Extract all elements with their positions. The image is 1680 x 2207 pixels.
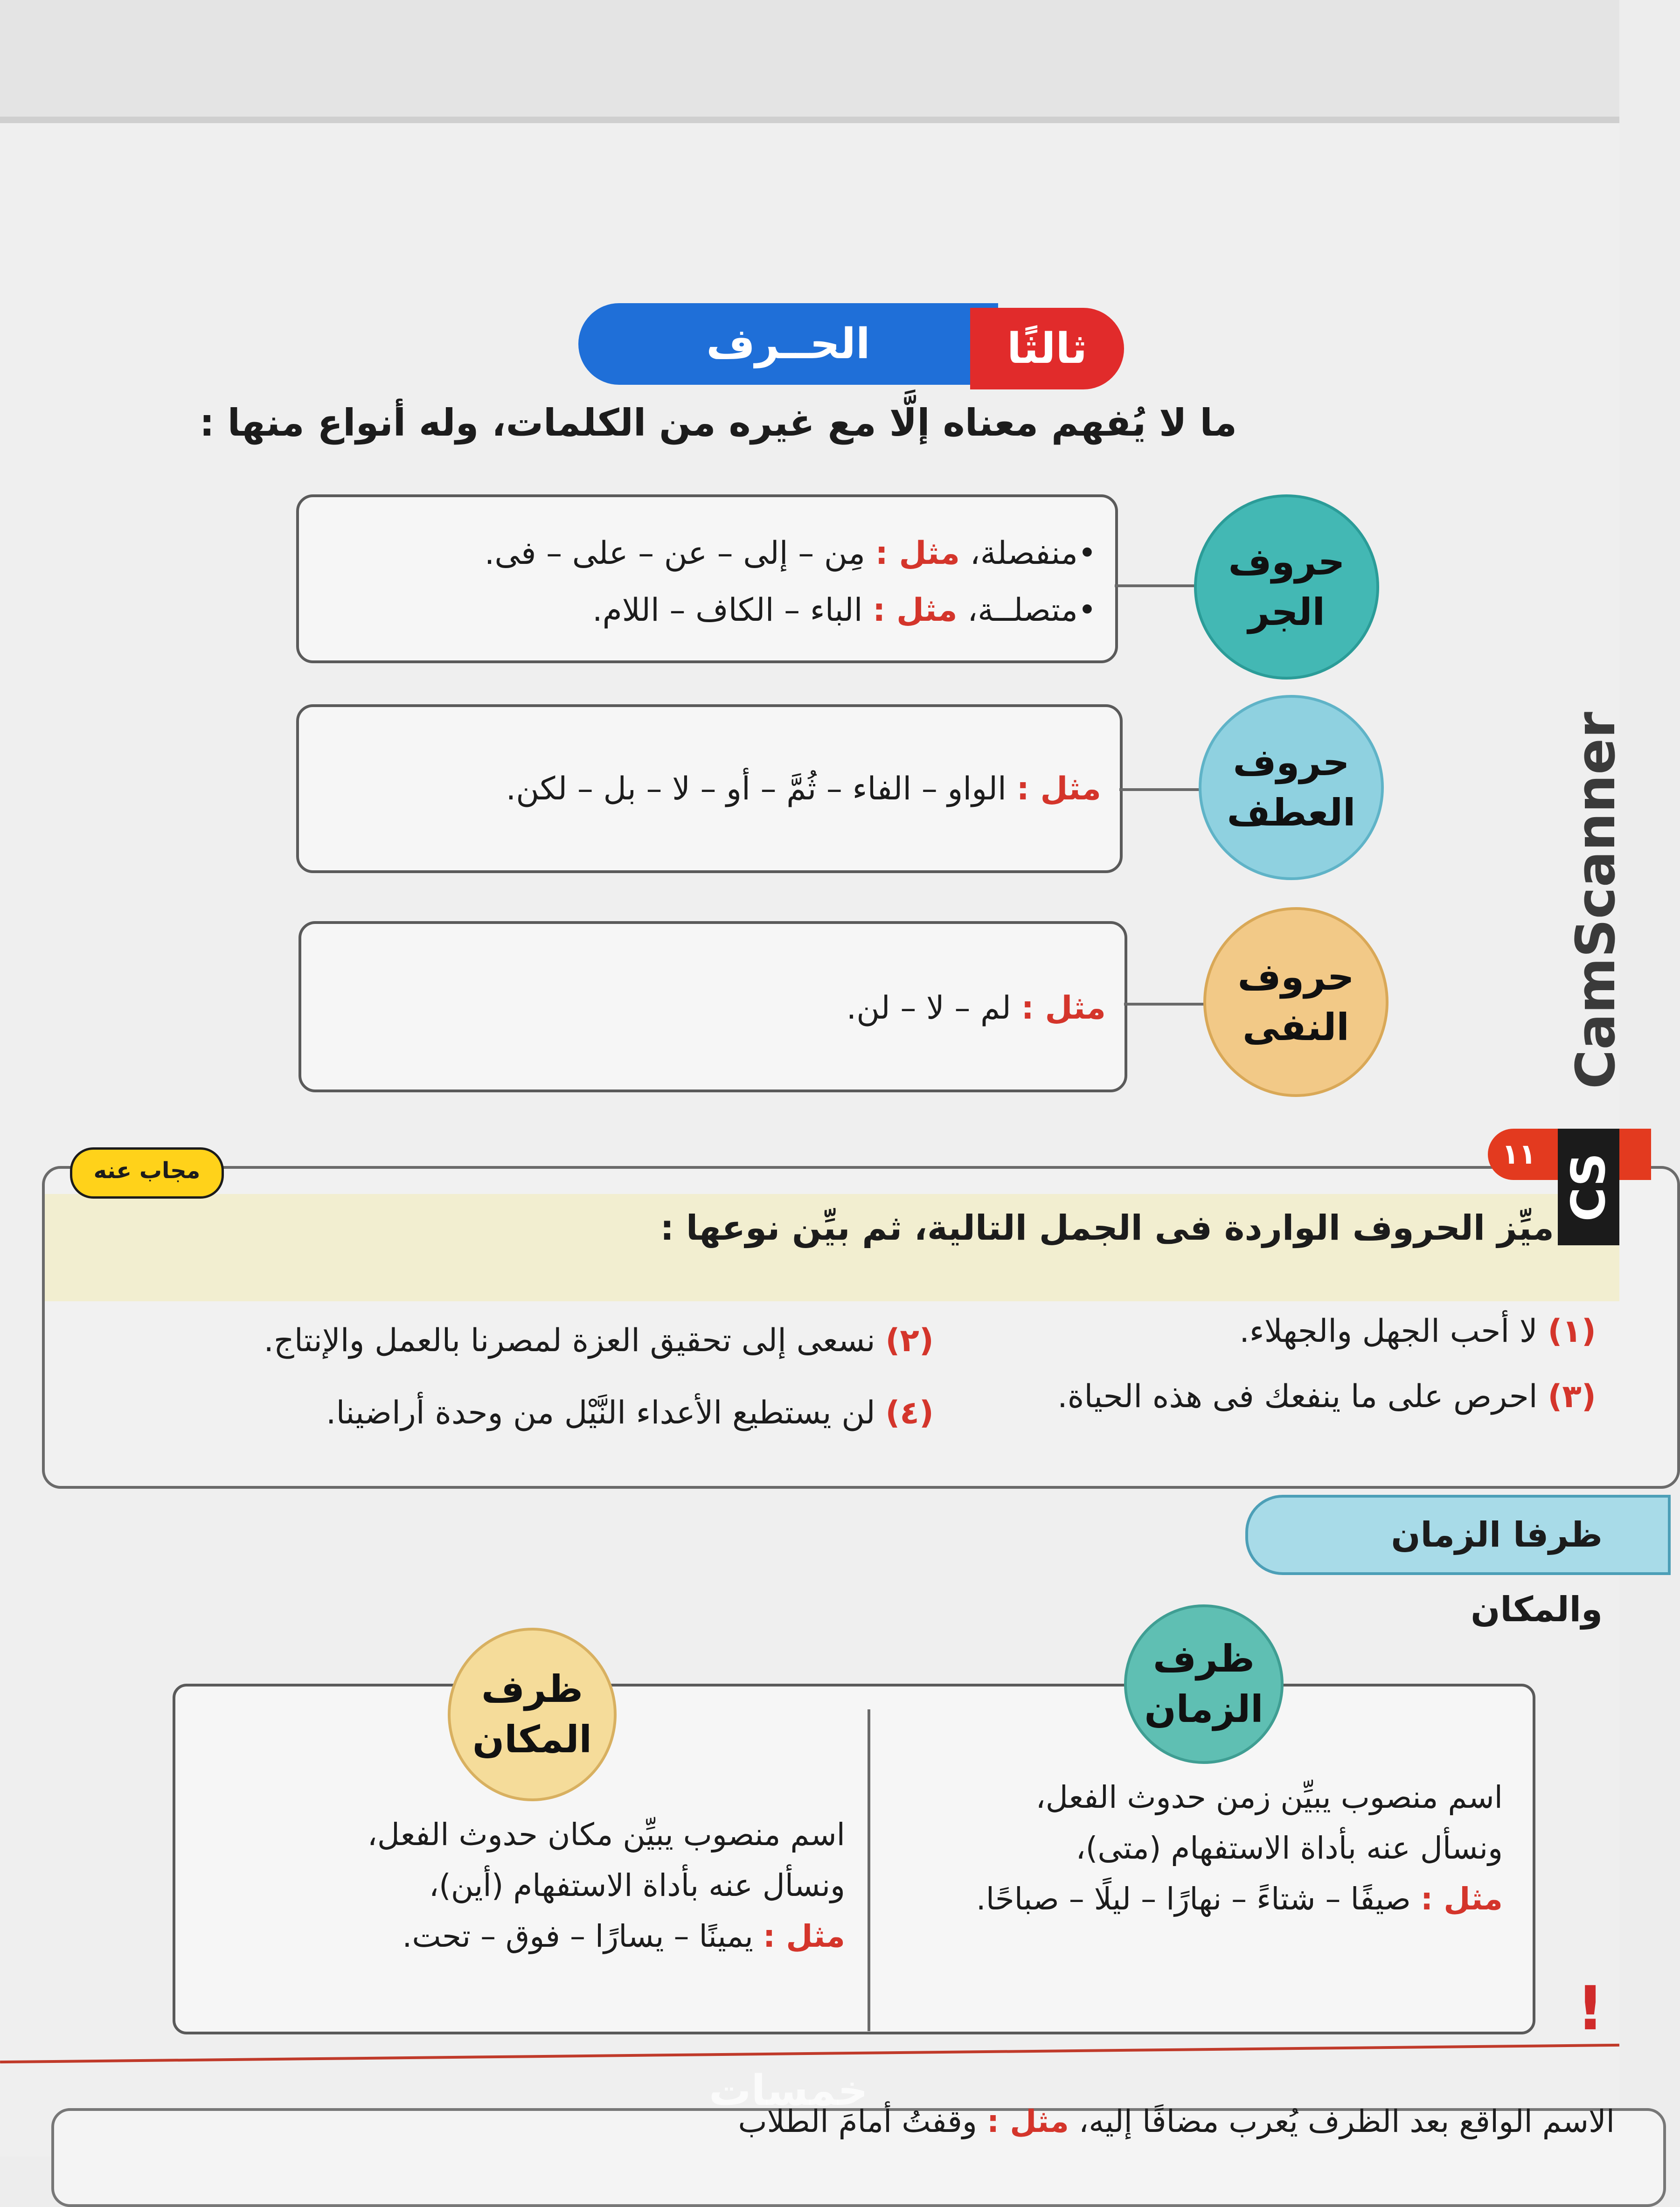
circle-place: ظرف المكان [448, 1628, 617, 1801]
intro-definition: ما لا يُفهم معناه إلَّا مع غيره من الكلمات، وله أنواع منها : [199, 401, 1237, 444]
exercise-item: (٤) لن يستطيع الأعداء النَّيْل من وحدة أراضينا. [326, 1395, 934, 1431]
exercise-item: (٣) احرص على ما ينفعك فى هذه الحياة. [1057, 1378, 1596, 1415]
exercise-item: (٢) نسعى إلى تحقيق العزة لمصرنا بالعمل والإنتاج. [264, 1322, 934, 1359]
adverbs-divider [868, 1709, 870, 2031]
row-box-atf [296, 704, 1123, 873]
camscanner-watermark: CamScanner [1565, 712, 1627, 1089]
circle-nafy: حروف النفى [1203, 907, 1388, 1097]
row-line: •منفصلة، مثل : مِن – إلى – عن – على – فى. [484, 535, 1097, 572]
connector [1119, 788, 1203, 791]
subsection-title: ظرفا الزمان والمكان [1391, 1515, 1603, 1630]
place-definition: اسم منصوب يبيِّن مكان حدوث الفعل، ونسأل عنه بأداة الاستفهام (أين)، مثل : يمينًا – يسارًا – فوق – تحت. [367, 1817, 845, 1954]
section-number-pill [970, 308, 1124, 389]
answered-badge: مجاب عنه [70, 1147, 224, 1199]
section-number: ثالثًا [1007, 324, 1087, 373]
circle-time: ظرف الزمان [1124, 1604, 1284, 1764]
connector [1124, 1003, 1208, 1006]
circle-atf: حروف العطف [1199, 695, 1384, 880]
exercise-title: ميِّز الحروف الواردة فى الجمل التالية، ثم بيِّن نوعها : [660, 1208, 1554, 1248]
row-line: •متصلــة، مثل : الباء – الكاف – اللام. [592, 592, 1097, 629]
row-box-jarr [296, 494, 1118, 663]
site-watermark: خمسات [709, 2066, 868, 2115]
warning-icon: ! [1576, 1973, 1604, 2044]
exercise-item: (١) لا أحب الجهل والجهلاء. [1239, 1313, 1596, 1350]
section-title: الحــرف [706, 319, 870, 368]
top-edge [0, 0, 1619, 123]
note-text: الاسم الواقع بعد الظرف يُعرب مضافًا إليه، مثل : وقفتُ أمامَ الطلاب [738, 2103, 1615, 2139]
time-definition: اسم منصوب يبيِّن زمن حدوث الفعل، ونسأل عنه بأداة الاستفهام (متى)، مثل : صيفًا – شتاءً – نهارًا – ليلًا – صباحًا. [976, 1779, 1503, 1917]
circle-jarr: حروف الجر [1194, 494, 1379, 680]
camscanner-logo: CS [1558, 1129, 1619, 1245]
row-line: مثل : الواو – الفاء – ثُمَّ – أو – لا – بل – لكن. [506, 770, 1101, 807]
connector [1115, 584, 1199, 587]
section-title-pill [578, 303, 998, 385]
row-box-nafy [299, 921, 1127, 1092]
exercise-number: ١١ [1488, 1129, 1651, 1180]
row-line: مثل : لم – لا – لن. [846, 990, 1106, 1027]
subsection-title-pill [1245, 1495, 1671, 1630]
